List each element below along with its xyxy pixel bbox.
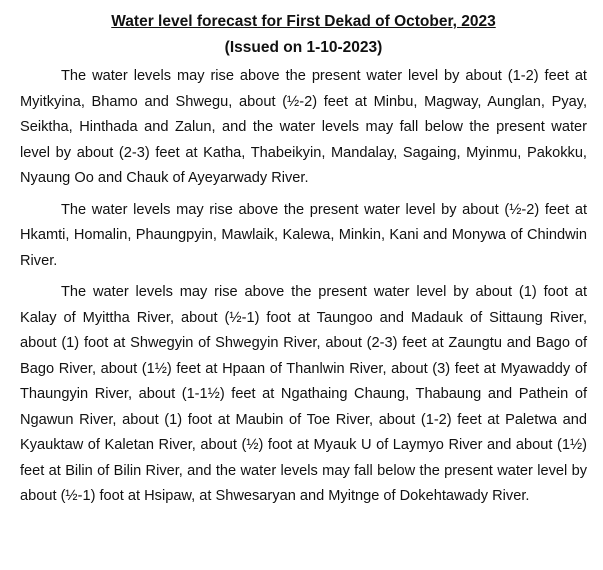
document-title: Water level forecast for First Dekad of October, 2023	[111, 13, 496, 30]
paragraph-ayeyarwady: The water levels may rise above the present water level by about (1-2) feet at Myitkyina, Bhamo and Shwegu, about (½-2) feet at Minbu, Magway, Aunglan, Pyay, Seiktha, Hinthada and Zalun, and the water levels may fall below the present water level by about (2-3) feet at Katha, Thabeikyin, Mandalay, Sagaing, Myinmu, Pakokku, Nyaung Oo and Chauk of Ayeyarwady River.	[20, 68, 587, 186]
paragraph-other-rivers: The water levels may rise above the present water level by about (1) foot at Kalay of Myittha River, about (½-1) foot at Taungoo and Madauk of Sittaung River, about (1) foot at Shwegyin of Shwegyin River, about (2-3) feet at Zaungtu and Bago of Bago River, about (1½) feet at Hpaan of Thanlwin River, about (3) feet at Myawaddy of Thaungyin River, about (1-1½) feet at Ngathaing Chaung, Thabaung and Pathein of Ngawun River, about (1) foot at Maubin of Toe River, about (1-2) feet at Paletwa and Kyauktaw of Kaletan River, about (½) foot at Myauk U of Laymyo River and about (1½) feet at Bilin of Bilin River, and the water levels may fall below the present water level by about (½-1) foot at Hsipaw, at Shwesaryan and Myitnge of Dokehtawady River.	[20, 284, 587, 504]
paragraph-chindwin: The water levels may rise above the present water level by about (½-2) feet at Hkamti, Homalin, Phaungpyin, Mawlaik, Kalewa, Minkin, Kani and Monywa of Chindwin River.	[20, 201, 587, 269]
issued-date: (Issued on 1-10-2023)	[224, 39, 383, 56]
document	[20, 12, 587, 510]
